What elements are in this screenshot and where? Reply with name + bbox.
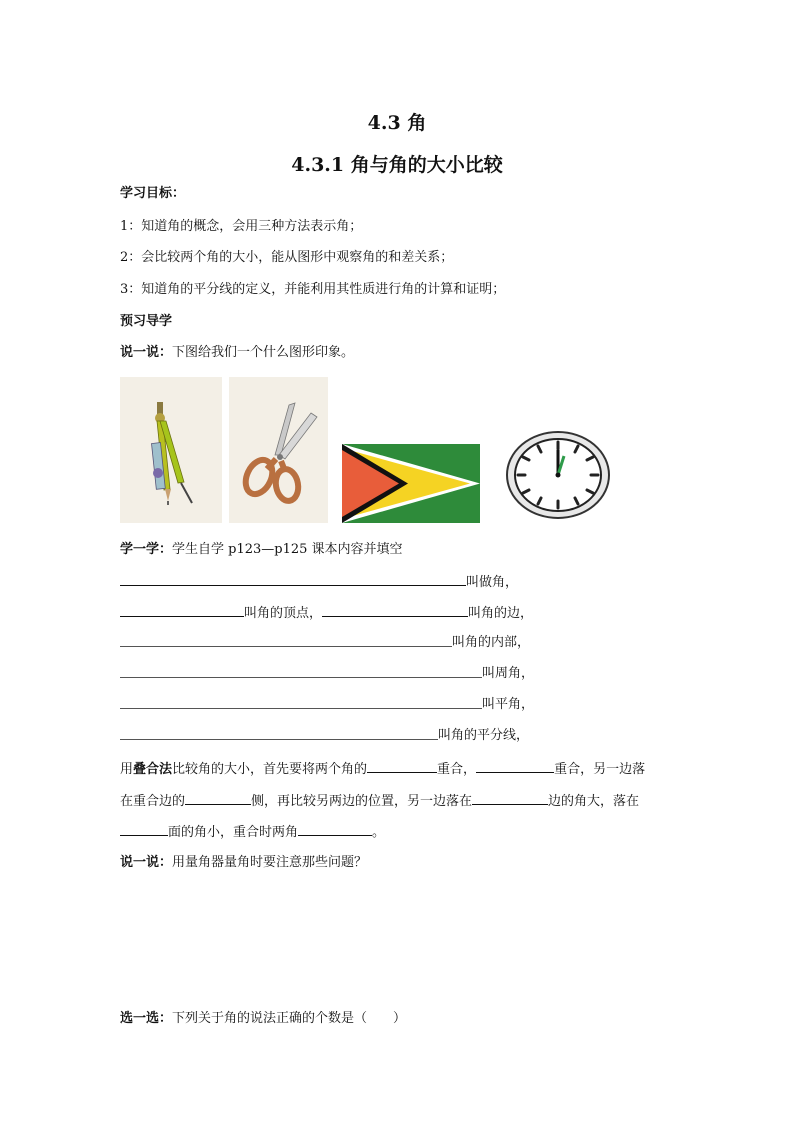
blank-angle-definition[interactable] [120, 573, 466, 586]
learn-section: 学一学：学生自学 p123—p125 课本内容并填空 [120, 542, 403, 557]
compass-image [120, 377, 222, 523]
say-section-2: 说一说：用量角器量角时要注意那些问题？ [120, 855, 368, 870]
overlap-paragraph-line-3: 面的角小，重合时两角 。 [120, 823, 385, 841]
clock-image [505, 430, 611, 520]
goal-item-2: 2：会比较两个角的大小，能从图形中观察角的和差关系； [120, 250, 454, 265]
blank-overlap-5[interactable] [120, 823, 168, 836]
fill-vertex-sides: 叫角的顶点， 叫角的边， [120, 604, 533, 622]
fill-angle-definition: 叫做角， [120, 573, 518, 591]
page-subtitle: 4.3.1 角与角的大小比较 [291, 154, 503, 176]
preview-heading: 预习导学 [120, 314, 173, 329]
fill-round-angle: 叫周角， [120, 666, 534, 682]
blank-sides[interactable] [322, 604, 468, 617]
choose-section: 选一选：下列关于角的说法正确的个数是（ ） [120, 1011, 407, 1026]
goal-item-1: 1：知道角的概念，会用三种方法表示角； [120, 219, 363, 234]
blank-bisector[interactable] [120, 731, 438, 740]
blank-round-angle[interactable] [120, 669, 482, 678]
say-section-1: 说一说：下图给我们一个什么图形印象。 [120, 345, 355, 360]
scissors-image [229, 377, 328, 523]
overlap-paragraph-line-1: 用叠合法比较角的大小，首先要将两个角的 重合， 重合，另一边落 [120, 762, 646, 777]
blank-overlap-4[interactable] [472, 792, 548, 805]
blank-straight-angle[interactable] [120, 700, 482, 709]
goals-heading: 学习目标： [120, 186, 186, 201]
blank-overlap-2[interactable] [476, 760, 554, 773]
blank-overlap-6[interactable] [298, 823, 372, 836]
page-title: 4.3 角 [367, 112, 427, 134]
blank-overlap-3[interactable] [185, 792, 251, 805]
fill-interior: 叫角的内部， [120, 635, 530, 651]
fill-straight-angle: 叫平角， [120, 697, 534, 713]
blank-vertex[interactable] [120, 604, 244, 617]
blank-interior[interactable] [120, 638, 452, 647]
fill-bisector: 叫角的平分线， [120, 728, 529, 744]
blank-overlap-1[interactable] [367, 760, 437, 773]
goal-item-3: 3：知道角的平分线的定义，并能利用其性质进行角的计算和证明； [120, 282, 506, 297]
flag-image [342, 444, 480, 523]
overlap-paragraph-line-2: 在重合边的 侧，再比较另两边的位置，另一边落在 边的角大，落在 [120, 794, 640, 809]
